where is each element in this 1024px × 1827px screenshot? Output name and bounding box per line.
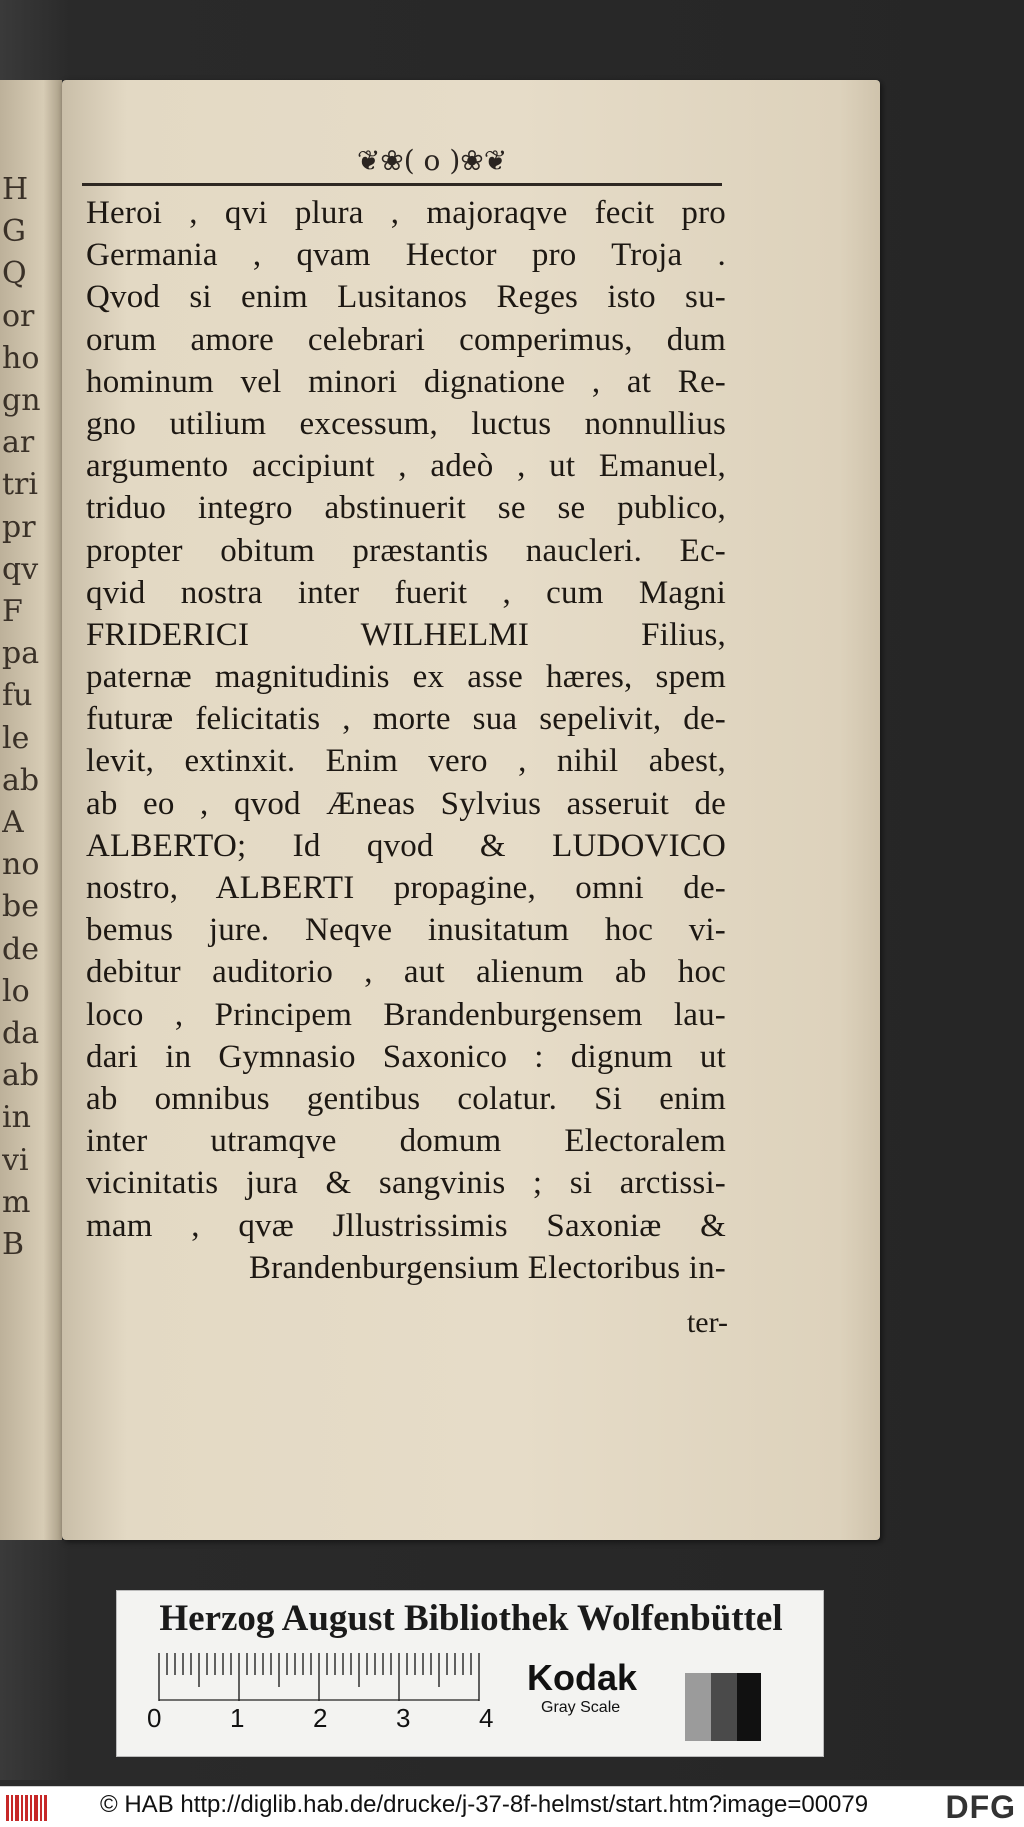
prev-page-fragment: qv <box>2 551 39 587</box>
text-line: debitur auditorio , aut alienum ab hoc <box>86 954 726 991</box>
text-line: bemus jure. Neqve inusitatum hoc vi- <box>86 912 726 949</box>
ruler-ticks <box>155 1653 495 1701</box>
text-line: inter utramqve domum Electoralem <box>86 1123 726 1160</box>
prev-page-fragment: m <box>2 1184 31 1220</box>
text-line: hominum vel minori dignatione , at Re- <box>86 363 726 400</box>
prev-page-fragment: ab <box>2 1058 40 1094</box>
book-page <box>62 80 880 1540</box>
prev-page-fragment: de <box>2 931 39 967</box>
copyright-link[interactable]: © HAB http://diglib.hab.de/drucke/j-37-8f-helmst/start.htm?image=00079 <box>100 1791 869 1818</box>
text-line: ab eo , qvod Æneas Sylvius asseruit de <box>86 785 726 822</box>
text-line: triduo integro abstinuerit se se publico, <box>86 490 726 527</box>
prev-page-fragment: pr <box>2 509 36 545</box>
ruler-number: 4 <box>479 1703 494 1733</box>
text-line: orum amore celebrari comperimus, dum <box>86 321 726 358</box>
prev-page-fragment: in <box>2 1100 31 1136</box>
prev-page-fragment: gn <box>2 383 41 418</box>
text-line: Qvod si enim Lusitanos Reges isto su- <box>86 279 726 316</box>
text-line: nostro, ALBERTI propagine, omni de- <box>86 870 726 906</box>
gray-patch-mid <box>711 1673 737 1741</box>
prev-page-fragment: vi <box>2 1142 29 1178</box>
ruler-number: 3 <box>396 1703 411 1733</box>
text-line: levit, extinxit. Enim vero , nihil abest, <box>86 743 726 780</box>
page-text <box>86 192 726 1289</box>
text-line: propter obitum præstantis naucleri. Ec- <box>86 532 726 569</box>
text-line: FRIDERICI WILHELMI Filius, <box>86 616 726 653</box>
kodak-logo: Kodak <box>527 1657 638 1698</box>
text-line: Heroi , qvi plura , majoraqve fecit pro <box>86 195 726 231</box>
gray-scale-label: Gray Scale <box>541 1699 621 1716</box>
text-line: ALBERTO; Id qvod & LUDOVICO <box>86 827 726 864</box>
header-rule <box>82 183 722 186</box>
prev-page-fragment: pa <box>2 636 40 672</box>
text-line: gno utilium excessum, luctus nonnullius <box>86 405 726 442</box>
text-line: argumento accipiunt , adeò , ut Emanuel, <box>86 448 726 485</box>
prev-page-fragment: ar <box>2 425 35 461</box>
text-line: futuræ felicitatis , morte sua sepelivit, de- <box>86 701 726 738</box>
previous-page-edge <box>0 80 62 1540</box>
gray-patch-light <box>685 1673 711 1741</box>
prev-page-fragment: da <box>2 1016 40 1051</box>
prev-page-fragment: tri <box>2 467 38 503</box>
text-line: Brandenburgensium Electoribus in- <box>248 1249 726 1286</box>
prev-page-fragment: be <box>2 889 39 925</box>
catchword: ter- <box>686 1306 728 1339</box>
footer-bar <box>0 1786 1024 1827</box>
prev-page-fragment: F <box>2 594 23 629</box>
ruler-number: 0 <box>147 1703 162 1733</box>
text-line: ab omnibus gentibus colatur. Si enim <box>86 1080 726 1117</box>
ruler-number: 2 <box>313 1703 328 1733</box>
library-name: Herzog August Bibliothek Wolfenbüttel <box>159 1598 783 1639</box>
text-line: dari in Gymnasio Saxonico : dignum ut <box>86 1038 726 1075</box>
text-line: vicinitatis jura & sangvinis ; si arctissi- <box>86 1165 726 1202</box>
prev-page-fragment: no <box>2 847 40 883</box>
text-line: mam , qvæ Jllustrissimis Saxoniæ & <box>86 1207 726 1244</box>
prev-page-fragment: A <box>2 805 24 840</box>
prev-page-fragment: lo <box>2 973 30 1009</box>
prev-page-fragment: le <box>2 720 30 756</box>
ruler-numbers <box>147 1703 547 1739</box>
prev-page-fragment: ab <box>2 762 40 798</box>
text-line: loco , Principem Brandenburgensem lau- <box>86 996 726 1033</box>
prev-page-fragment: Q <box>2 256 27 292</box>
prev-page-fragment: H <box>2 172 29 207</box>
prev-page-fragment: ho <box>2 340 40 376</box>
header-ornament: ❦❀( o )❀❦ <box>356 144 508 177</box>
text-line: Germania , qvam Hector pro Troja . <box>86 237 726 274</box>
ruler-number: 1 <box>230 1703 245 1733</box>
gray-patch-dark <box>737 1673 761 1741</box>
prev-page-fragment: fu <box>2 678 33 714</box>
prev-page-fragment: B <box>2 1227 25 1262</box>
barcode-icon <box>6 1795 50 1821</box>
dfg-logo: DFG <box>945 1789 1016 1825</box>
prev-page-fragment: G <box>2 214 26 250</box>
prev-page-fragment: or <box>2 298 35 334</box>
text-line: qvid nostra inter fuerit , cum Magni <box>86 574 726 611</box>
color-reference-bar <box>116 1590 824 1757</box>
text-line: paternæ magnitudinis ex asse hæres, spem <box>86 659 726 696</box>
